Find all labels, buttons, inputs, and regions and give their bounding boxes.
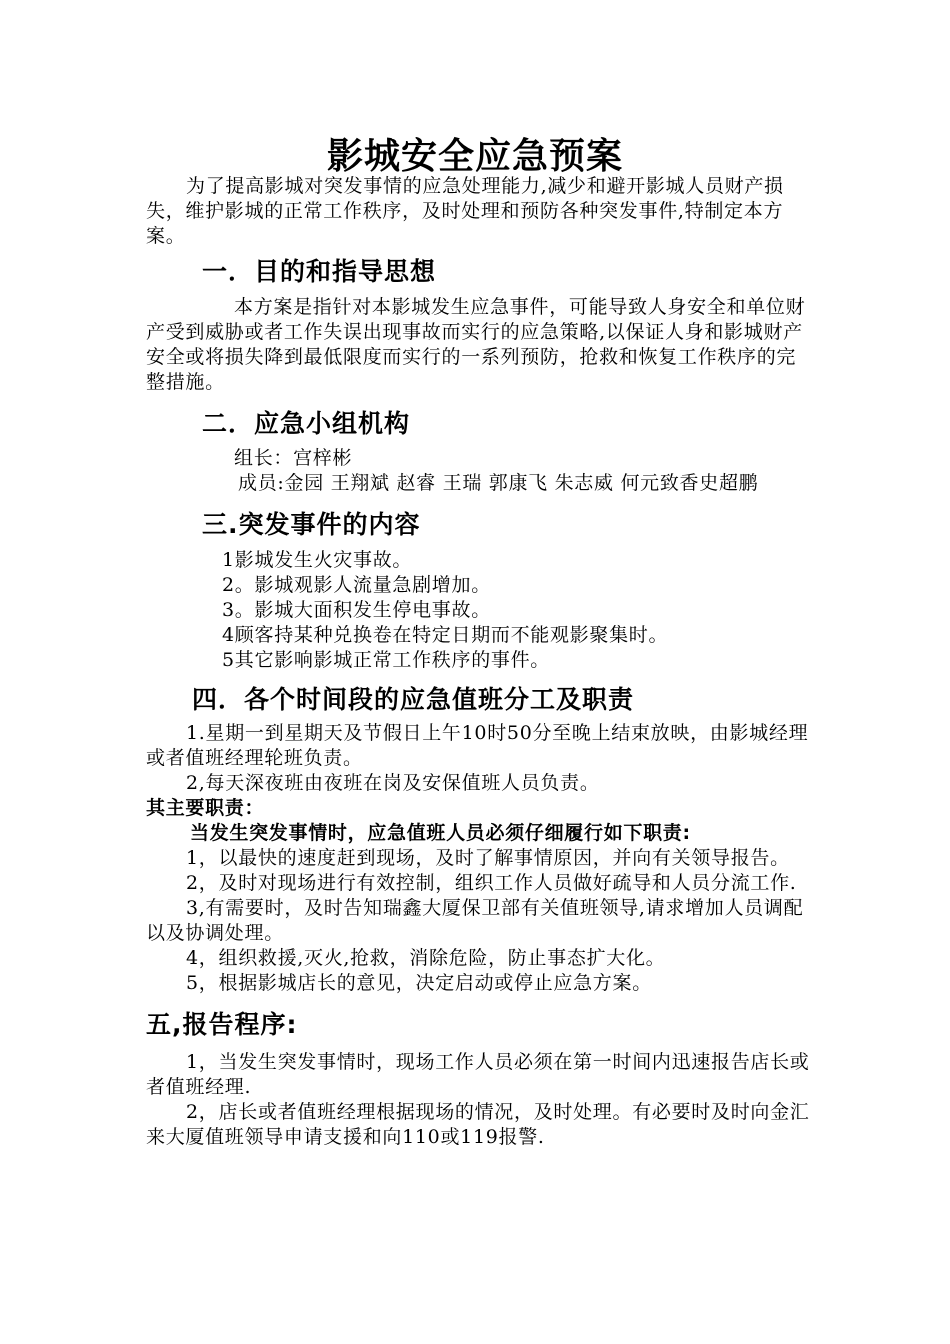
list-item: 1影城发生火灾事故。 <box>222 549 413 571</box>
list-item: 5其它影响影城正常工作秩序的事件。 <box>222 649 550 671</box>
report-item: 2，店长或者值班经理根据现场的情况，及时处理。有必要时及时向金汇来大厦值班领导申请支援和向110或119报警. <box>146 1101 810 1148</box>
list-item: 2。影城观影人流量急剧增加。 <box>222 574 491 596</box>
section-5-heading: 五,报告程序: <box>146 1010 298 1039</box>
section-2-heading: 二．应急小组机构 <box>202 409 411 438</box>
section-4-heading: 四．各个时间段的应急值班分工及职责 <box>192 685 635 714</box>
duty-lead: 当发生突发事情时，应急值班人员必须仔细履行如下职责: <box>190 822 691 844</box>
group-members: 成员:金园 王翔斌 赵睿 王瑞 郭康飞 朱志威 何元致香史超鹏 <box>238 472 759 494</box>
duty-item: 3,有需要时，及时告知瑞鑫大厦保卫部有关值班领导,请求增加人员调配以及协调处理。 <box>146 897 804 944</box>
section-1-body: 本方案是指针对本影城发生应急事件，可能导致人身安全和单位财产受到威胁或者工作失误出现事故而实行的应急策略,以保证人身和影城财产安全或将损失降到最低限度而实行的一系列预防，抢救和恢复工作秩序的完整措施。 <box>146 296 806 393</box>
section-3-heading: 三.突发事件的内容 <box>202 510 421 539</box>
document-body <box>146 174 811 1150</box>
group-leader: 组长：宫梓彬 <box>234 447 353 469</box>
shift-paragraph-2: 2,每天深夜班由夜班在岗及安保值班人员负责。 <box>186 772 600 794</box>
intro-paragraph: 为了提高影城对突发事情的应急处理能力,减少和避开影城人员财产损失，维护影城的正常工作秩序，及时处理和预防各种突发事件,特制定本方案。 <box>146 175 784 247</box>
list-item: 4顾客持某种兑换卷在特定日期而不能观影聚集时。 <box>222 624 669 646</box>
duty-item: 2，及时对现场进行有效控制，组织工作人员做好疏导和人员分流工作. <box>186 872 797 894</box>
duty-title: 其主要职责： <box>146 797 265 819</box>
section-1-heading: 一．目的和指导思想 <box>202 257 437 286</box>
duty-item: 5，根据影城店长的意见，决定启动或停止应急方案。 <box>186 972 652 994</box>
document-title: 影城安全应急预案 <box>326 136 623 177</box>
list-item: 3。影城大面积发生停电事故。 <box>222 599 491 621</box>
report-item: 1，当发生突发事情时，现场工作人员必须在第一时间内迅速报告店长或者值班经理. <box>146 1051 810 1098</box>
event-list <box>146 548 811 673</box>
duty-item: 4，组织救援,灭火,抢救，消除危险，防止事态扩大化。 <box>186 947 666 969</box>
shift-paragraph-1: 1.星期一到星期天及节假日上午10时50分至晚上结束放映，由影城经理或者值班经理轮班负责。 <box>146 722 809 769</box>
duty-item: 1，以最快的速度赶到现场，及时了解事情原因，并向有关领导报告。 <box>186 847 790 869</box>
